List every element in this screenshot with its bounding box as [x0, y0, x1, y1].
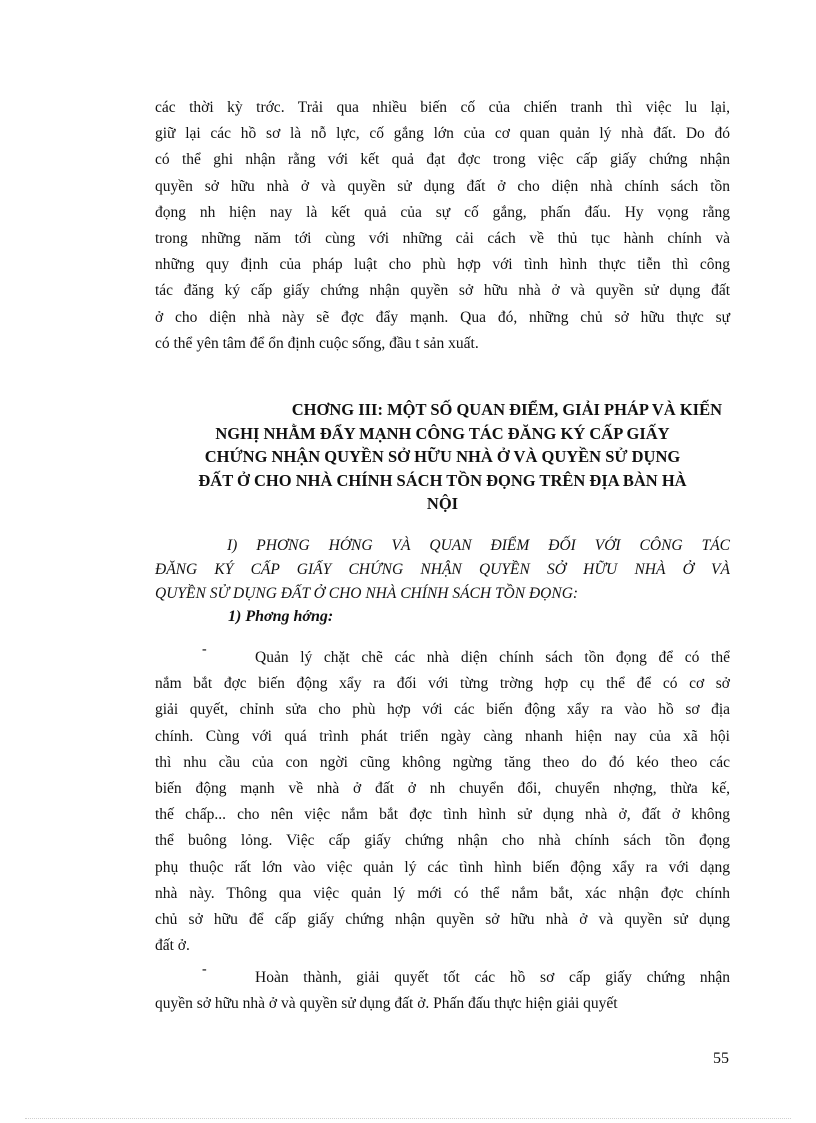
text-line: ĐĂNG KÝ CẤP GIẤY CHỨNG NHẬN QUYỀN SỞ HỮU NHÀ Ở VÀ: [155, 561, 730, 578]
text-line: những quy định của pháp luật cho phù hợp với tình hình thực tiễn thì công: [155, 256, 730, 274]
text-line: phụ thuộc rất lớn vào việc quản lý các tình hình biến động xẩy ra với dạng: [155, 858, 730, 876]
text-line: thế chấp... cho nên việc nắm bắt đợc tình hình sử dụng nhà ở, đất ở không: [155, 806, 730, 824]
subsection-heading: 1) Phơng hớng:: [228, 608, 334, 625]
text-line: nắm bắt đợc biến động xẩy ra đối với từng trờng hợp cụ thể để có cơ sở: [155, 675, 730, 693]
bullet-marker: -: [202, 642, 207, 657]
text-line: I) PHƠNG HỚNG VÀ QUAN ĐIỂM ĐỐI VỚI CÔNG TÁC: [227, 537, 730, 554]
text-line: biến động mạnh về nhà ở đất ở nh chuyển đổi, chuyển nhợng, thừa kế,: [155, 779, 730, 797]
text-line: tác đăng ký cấp giấy chứng nhận quyền sở hữu nhà ở và quyền sử dụng đất: [155, 282, 730, 300]
text-line: NGHỊ NHẰM ĐẨY MẠNH CÔNG TÁC ĐĂNG KÝ CẤP GIẤY: [215, 423, 670, 443]
text-line: giữ lại các hồ sơ là nỗ lực, cố gắng lớn của cơ quan quản lý nhà đất. Do đó: [155, 125, 730, 143]
text-line: đất ở.: [155, 937, 190, 955]
paragraph-bullet-2: [155, 965, 730, 1017]
text-line: nhà này. Thông qua việc quản lý mới có thể nắm bắt, xác nhận đợc chính: [155, 884, 730, 902]
text-line: các thời kỳ trớc. Trải qua nhiều biến cố của chiến tranh thì việc lu lại,: [155, 99, 730, 116]
text-line: QUYỀN SỬ DỤNG ĐẤT Ở CHO NHÀ CHÍNH SÁCH TỒN ĐỌNG:: [155, 585, 579, 602]
text-line: giải quyết, chỉnh sửa cho phù hợp với các biến động xẩy ra vào hồ sơ địa: [155, 701, 730, 719]
paragraph-continuation: [155, 95, 730, 357]
text-line: chính. Cùng với quá trình phát triển ngày càng nhanh hiện nay của xã hội: [155, 727, 730, 745]
chapter-title: [155, 398, 730, 516]
text-line: có thể ghi nhận rằng với kết quả đạt đợc trong việc cấp giấy chứng nhận: [155, 151, 730, 169]
bullet-marker: -: [202, 962, 207, 977]
text-line: thể buông lỏng. Việc cấp giấy chứng nhận cho nhà chính sách tồn đọng: [155, 832, 730, 850]
text-line: quyền sở hữu nhà ở và quyền sử dụng đất ở cho diện nhà chính sách tồn: [155, 177, 730, 195]
text-line: thì nhu cầu của con ngời cũng không ngừng tăng theo do đó kéo theo các: [155, 753, 730, 771]
text-line: CHƠNG III: MỘT SỐ QUAN ĐIỂM, GIẢI PHÁP VÀ KIẾN: [291, 400, 722, 419]
text-line: trong những năm tới cùng với những cải cách về thủ tục hành chính và: [155, 229, 730, 247]
page-number: 55: [713, 1050, 729, 1067]
text-line: chủ sở hữu để cấp giấy chứng nhận quyền sở hữu nhà ở và quyền sử dụng: [155, 910, 730, 928]
text-line: đọng nh hiện nay là kết quả của sự cố gắng, phấn đấu. Hy vọng rằng: [155, 203, 730, 221]
text-line: quyền sở hữu nhà ở và quyền sử dụng đất ở. Phấn đấu thực hiện giải quyết: [155, 995, 618, 1013]
text-line: Quản lý chặt chẽ các nhà diện chính sách tồn đọng để có thể: [255, 649, 730, 666]
text-line: NỘI: [426, 494, 459, 513]
text-line: ĐẤT Ở CHO NHÀ CHÍNH SÁCH TỒN ĐỌNG TRÊN ĐỊA BÀN HÀ: [198, 470, 687, 490]
text-line: có thể yên tâm để ổn định cuộc sống, đầu t sản xuất.: [155, 334, 479, 352]
text-line: CHỨNG NHẬN QUYỀN SỞ HỮU NHÀ Ở VÀ QUYỀN SỬ DỤNG: [204, 447, 681, 466]
text-line: ở cho diện nhà này sẽ đợc đẩy mạnh. Qua đó, những chủ sở hữu thực sự: [155, 308, 730, 326]
paragraph-bullet-1: [155, 645, 730, 959]
section-heading: [155, 534, 730, 606]
text-line: Hoàn thành, giải quyết tốt các hồ sơ cấp giấy chứng nhận: [255, 969, 730, 986]
footer-divider: [25, 1118, 791, 1119]
